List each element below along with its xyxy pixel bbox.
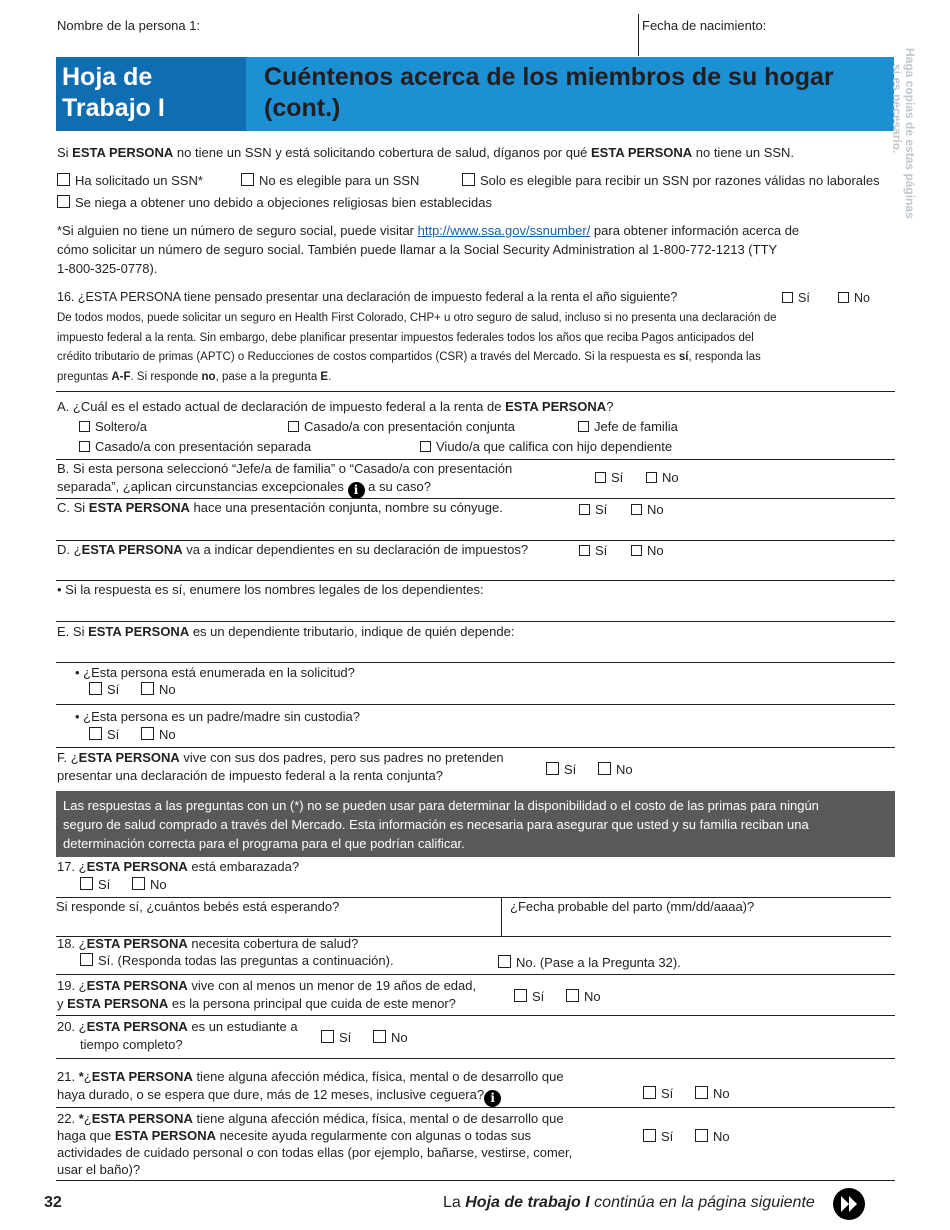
checkbox[interactable]	[498, 955, 511, 968]
qe-noncustodial-no[interactable]: No	[141, 726, 176, 744]
qc-yes[interactable]: Sí	[579, 501, 607, 519]
checkbox[interactable]	[631, 545, 642, 556]
page-title-line1: Cuéntenos acerca de los miembros de su hogar	[264, 63, 834, 91]
checkbox[interactable]	[838, 292, 849, 303]
qd-yes[interactable]: Sí	[579, 542, 607, 560]
qf-question: F. ¿ESTA PERSONA vive con sus dos padres, pero sus padres no pretenden presentar una declaración de impuesto federal a la renta conjunta?	[57, 750, 504, 783]
checkbox[interactable]	[373, 1030, 386, 1043]
checkbox[interactable]	[57, 195, 70, 208]
q16-body: De todos modos, puede solicitar un seguro en Health First Colorado, CHP+ u otro seguro de salud, incluso si no presenta una declaración de impuesto federal a la renta. Sin embargo, debe planificar presentar impuestos federales todos los años que reciba Pagos anticipados del crédito tributario de primas (APTC) o Reducciones de costos compartidos (CSR) a través del Mercado. Si la respuesta es sí, responda las preguntas A-F. Si responde no, pase a la pregunta E.	[57, 312, 777, 383]
page-title	[246, 57, 894, 131]
checkbox[interactable]	[643, 1086, 656, 1099]
person-name-label: Nombre de la persona 1:	[57, 18, 201, 33]
info-icon[interactable]: i	[484, 1090, 501, 1107]
qa-question: A. ¿Cuál es el estado actual de declaración de impuesto federal a la renta de ESTA PERSONA?	[57, 399, 614, 414]
qe-noncustodial-question: • ¿Esta persona es un padre/madre sin custodia?	[75, 709, 360, 724]
checkbox[interactable]	[79, 421, 90, 432]
qb-no[interactable]: No	[646, 469, 679, 487]
qa-option-widow[interactable]: Viudo/a que califica con hijo dependiente	[420, 438, 672, 456]
q22-question: 22. *¿ESTA PERSONA tiene alguna afección médica, física, mental o de desarrollo que haga que ESTA PERSONA necesite ayuda regularmente con algunas o todas sus actividades de cuidado personal o con todas ellas (por ejemplo, bañarse, vestirse, comer, usar el baño)?	[57, 1111, 573, 1177]
checkbox[interactable]	[598, 762, 611, 775]
qb-yes[interactable]: Sí	[595, 469, 623, 487]
checkbox[interactable]	[695, 1086, 708, 1099]
qe-listed-yes[interactable]: Sí	[89, 681, 119, 699]
q20-yes[interactable]: Sí	[321, 1029, 351, 1047]
checkbox[interactable]	[89, 727, 102, 740]
q17-question: 17. ¿ESTA PERSONA está embarazada?	[57, 859, 300, 874]
next-page-icon[interactable]	[833, 1188, 865, 1220]
checkbox[interactable]	[462, 173, 475, 186]
qe-question: E. Si ESTA PERSONA es un dependiente tributario, indique de quién depende:	[57, 624, 515, 639]
qd-question: D. ¿ESTA PERSONA va a indicar dependientes en su declaración de impuestos?	[57, 542, 529, 557]
qa-option-married-joint[interactable]: Casado/a con presentación conjunta	[288, 418, 515, 436]
qc-no[interactable]: No	[631, 501, 664, 519]
qa-option-head-of-household[interactable]: Jefe de familia	[578, 418, 678, 436]
continued-note: La Hoja de trabajo I continúa en la página siguiente	[443, 1194, 815, 1211]
checkbox[interactable]	[514, 989, 527, 1002]
side-note-line2: si es necesario.	[890, 64, 904, 154]
q18-yes[interactable]: Sí. (Responda todas las preguntas a continuación).	[80, 952, 394, 970]
q19-yes[interactable]: Sí	[514, 988, 544, 1006]
qf-no[interactable]: No	[598, 761, 633, 779]
top-divider	[638, 14, 639, 56]
checkbox[interactable]	[132, 877, 145, 890]
worksheet-label-line2: Trabajo I	[62, 94, 165, 122]
qf-yes[interactable]: Sí	[546, 761, 576, 779]
checkbox[interactable]	[695, 1129, 708, 1142]
q17-yes[interactable]: Sí	[80, 876, 110, 894]
checkbox[interactable]	[578, 421, 589, 432]
checkbox[interactable]	[80, 953, 93, 966]
q22-yes[interactable]: Sí	[643, 1128, 673, 1146]
q19-no[interactable]: No	[566, 988, 601, 1006]
q22-no[interactable]: No	[695, 1128, 730, 1146]
q18-question: 18. ¿ESTA PERSONA necesita cobertura de salud?	[57, 936, 359, 951]
q17-due-date-label: ¿Fecha probable del parto (mm/dd/aaaa)?	[510, 899, 755, 914]
ssn-note: *Si alguien no tiene un número de seguro social, puede visitar http://www.ssa.gov/ssnumber/ para obtener información acerca de cómo solicitar un número de seguro social. También puede llamar a la Social Security Administration al 1-800-772-1213 (TTY 1-800-325-0778).	[57, 223, 800, 276]
q19-question: 19. ¿ESTA PERSONA vive con al menos un menor de 19 años de edad, y ESTA PERSONA es la persona principal que cuida de este menor?	[57, 978, 477, 1011]
checkbox[interactable]	[79, 441, 90, 452]
q21-yes[interactable]: Sí	[643, 1085, 673, 1103]
ssn-option-applied[interactable]: Ha solicitado un SSN*	[57, 172, 203, 190]
q21-question: 21. *¿ESTA PERSONA tiene alguna afección médica, física, mental o de desarrollo que haya durado, o se espera que dure, más de 12 meses, inclusive ceguera? i	[57, 1069, 564, 1105]
qc-question: C. Si ESTA PERSONA hace una presentación conjunta, nombre su cónyuge.	[57, 500, 503, 515]
ssn-question: Si ESTA PERSONA no tiene un SSN y está solicitando cobertura de salud, díganos por qué ESTA PERSONA no tiene un SSN.	[57, 145, 795, 160]
ssn-option-religious[interactable]: Se niega a obtener uno debido a objeciones religiosas bien establecidas	[57, 194, 492, 212]
qe-listed-question: • ¿Esta persona está enumerada en la solicitud?	[75, 665, 355, 680]
checkbox[interactable]	[141, 727, 154, 740]
checkbox[interactable]	[643, 1129, 656, 1142]
worksheet-label-line1: Hoja de	[62, 63, 153, 91]
qd-dependents-prompt: • Si la respuesta es sí, enumere los nombres legales de los dependientes:	[57, 582, 484, 597]
asterisk-notice: Las respuestas a las preguntas con un (*) no se pueden usar para determinar la disponibilidad o el costo de las primas para ningún seguro de salud comprado a través del Mercado. Esta información es necesaria para asegurar que usted y su familia reciban una determinación correcta para el programa para el que podrían calificar.	[56, 791, 895, 857]
qa-option-married-separate[interactable]: Casado/a con presentación separada	[79, 438, 311, 456]
checkbox[interactable]	[321, 1030, 334, 1043]
dob-label: Fecha de nacimiento:	[642, 18, 767, 33]
page-number: 32	[44, 1194, 62, 1211]
q16-question: 16. ¿ESTA PERSONA tiene pensado presentar una declaración de impuesto federal a la renta el año siguiente?	[57, 290, 678, 304]
checkbox[interactable]	[579, 545, 590, 556]
checkbox[interactable]	[141, 682, 154, 695]
qe-listed-no[interactable]: No	[141, 681, 176, 699]
checkbox[interactable]	[80, 877, 93, 890]
qe-noncustodial-yes[interactable]: Sí	[89, 726, 119, 744]
worksheet-label	[56, 57, 246, 131]
checkbox[interactable]	[546, 762, 559, 775]
checkbox[interactable]	[579, 504, 590, 515]
ssa-link[interactable]: http://www.ssa.gov/ssnumber/	[417, 223, 591, 238]
q16-yes[interactable]: Sí	[782, 289, 810, 307]
checkbox[interactable]	[89, 682, 102, 695]
side-note	[890, 48, 936, 238]
q16-no[interactable]: No	[838, 289, 870, 307]
checkbox[interactable]	[288, 421, 299, 432]
qb-question: B. Si esta persona seleccionó “Jefe/a de familia” o “Casado/a con presentación separada”, ¿aplican circunstancias excepcionales i a su caso?	[57, 461, 513, 497]
ssn-option-non-work[interactable]: Solo es elegible para recibir un SSN por razones válidas no laborales	[462, 172, 880, 190]
checkbox[interactable]	[57, 173, 70, 186]
page-title-line2: (cont.)	[264, 94, 341, 122]
q17-babies-label: Si responde sí, ¿cuántos bebés está esperando?	[56, 899, 340, 914]
checkbox[interactable]	[646, 472, 657, 483]
side-note-line1: Haga copias de estas páginas	[903, 48, 917, 219]
q17-no[interactable]: No	[132, 876, 167, 894]
q21-no[interactable]: No	[695, 1085, 730, 1103]
q18-no[interactable]: No. (Pase a la Pregunta 32).	[498, 954, 681, 972]
qa-option-single[interactable]: Soltero/a	[79, 418, 147, 436]
checkbox[interactable]	[241, 173, 254, 186]
checkbox[interactable]	[595, 472, 606, 483]
info-icon[interactable]: i	[348, 482, 365, 499]
q20-question: 20. ¿ESTA PERSONA es un estudiante a tiempo completo?	[57, 1019, 298, 1052]
q20-no[interactable]: No	[373, 1029, 408, 1047]
checkbox[interactable]	[566, 989, 579, 1002]
checkbox[interactable]	[420, 441, 431, 452]
checkbox[interactable]	[782, 292, 793, 303]
qd-no[interactable]: No	[631, 542, 664, 560]
checkbox[interactable]	[631, 504, 642, 515]
ssn-option-not-eligible[interactable]: No es elegible para un SSN	[241, 172, 419, 190]
